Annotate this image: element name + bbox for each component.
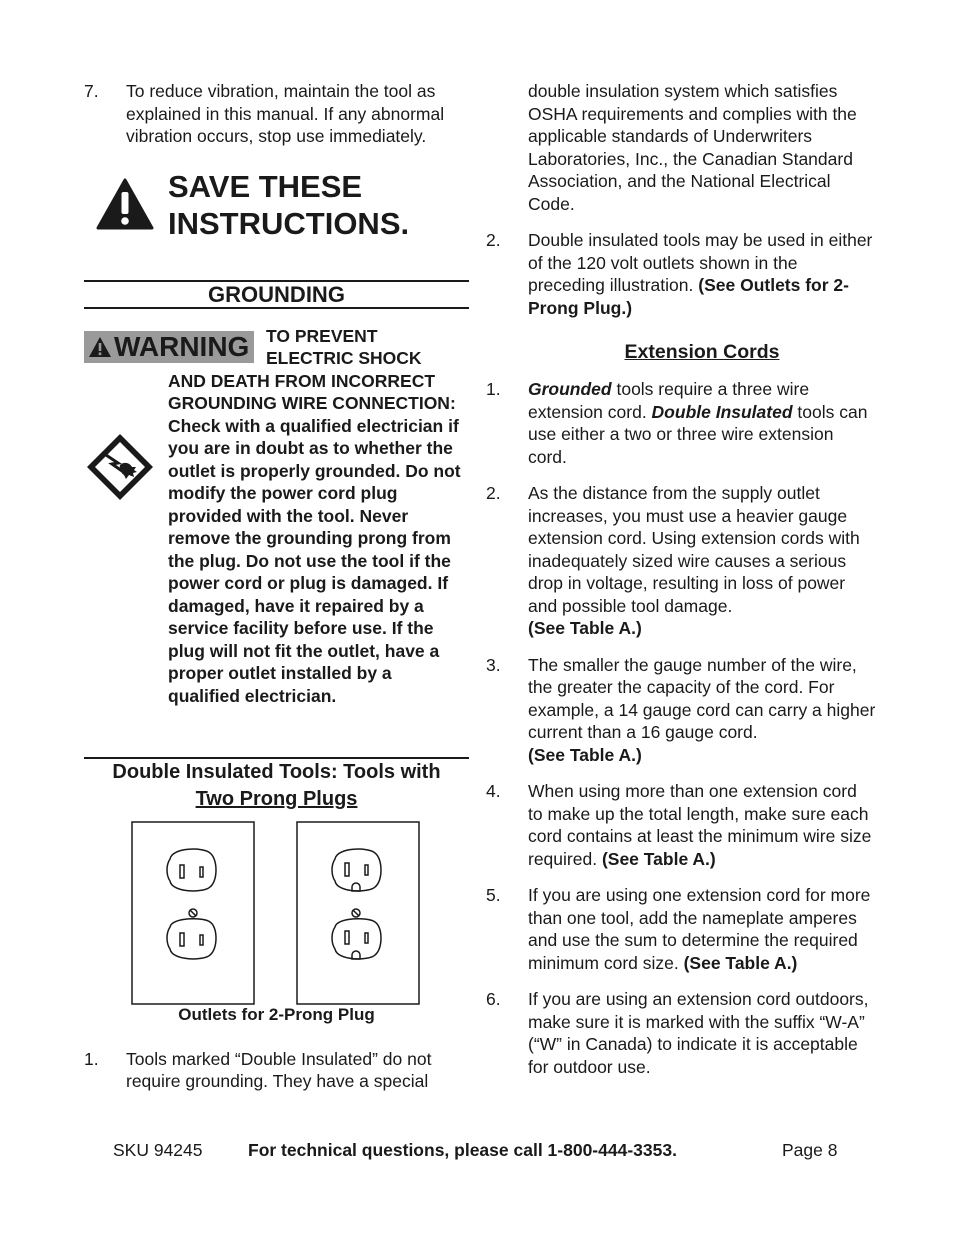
warning-triangle-icon <box>96 178 154 230</box>
list-text: To reduce vibration, maintain the tool as explained in this manual. If any abnormal vibration occurs, stop use immediately. <box>126 81 445 146</box>
outlets-caption: Outlets for 2-Prong Plug <box>178 1004 375 1024</box>
footer-tech-support: For technical questions, please call 1-800-444-3353. <box>248 1140 677 1160</box>
list-text: Tools marked “Double Insulated” do not require grounding. They have a special <box>126 1048 432 1091</box>
list-number: 1. <box>84 1048 99 1069</box>
ext-item-2: 2. As the distance from the supply outlet increases, you must use a heavier gauge extension cord. Using extension cords with inadequately sized wire causes a serious drop in voltage, resulting in loss of power and possible tool damage. (See Table A.) <box>486 483 860 638</box>
outlets-illustration <box>84 821 469 1026</box>
list-item-1 <box>84 1048 469 1093</box>
ext-item-1: 1. Grounded tools require a three wire extension cord. Double Insulated tools can use either a two or three wire extension cord. <box>486 379 868 467</box>
double-insulated-heading: Double Insulated Tools: Tools with Two Prong Plugs <box>84 757 469 813</box>
save-instructions-title: SAVE THESE INSTRUCTIONS. <box>168 168 410 241</box>
ext-item-5: 5. If you are using one extension cord for more than one tool, add the nameplate amperes and use the sum to determine the required minimum cord size. (See Table A.) <box>486 885 871 973</box>
warning-triangle-icon <box>88 336 112 358</box>
footer-page-number: Page 8 <box>782 1140 838 1160</box>
list-number: 7. <box>84 81 99 101</box>
warning-badge: WARNING <box>84 331 254 363</box>
grounding-heading: GROUNDING <box>84 280 469 309</box>
ext-item-4: 4. When using more than one extension cord to make up the total length, make sure each cord contains at least the minimum wire size required. (See Table A.) <box>486 781 872 869</box>
warning-heading: TO PREVENT ELECTRIC SHOCK <box>266 325 422 368</box>
footer-sku: SKU 94245 <box>113 1140 203 1160</box>
continued-text: double insulation system which satisfies OSHA requirements and complies with the applicable standards of Underwriters Laboratories, Inc., the Canadian Standard Association, and the National Electrical Code. <box>528 81 857 214</box>
ext-item-6: 6. If you are using an extension cord outdoors, make sure it is marked with the suffix “W-A” (“W” in Canada) to indicate it is acceptable for outdoor use. <box>486 989 869 1077</box>
warning-text: AND DEATH FROM INCORRECT GROUNDING WIRE CONNECTION: Check with a qualified electrician if you are in doubt as to whether the outlet is properly grounded. Do not modify the power cord plug provided with the tool. Never remove the grounding prong from the plug. Do not use the tool if the power cord or plug is damaged. If damaged, have it repaired by a service facility before use. If the plug will not fit the outlet, have a proper outlet installed by a qualified electrician. <box>168 370 461 706</box>
list-item-7 <box>84 80 469 148</box>
ext-item-3: 3. The smaller the gauge number of the wire, the greater the capacity of the cord. For example, a 14 gauge cord can carry a higher current than a 16 gauge cord. (See Table A.) <box>486 654 876 765</box>
two-prong-outlet-icon <box>84 821 469 1006</box>
right-column <box>486 80 876 1078</box>
left-column <box>84 80 469 1093</box>
electric-shock-icon <box>84 431 156 503</box>
list-item-2: 2. Double insulated tools may be used in either of the 120 volt outlets shown in the preceding illustration. (See Outlets for 2-Prong Plug.) <box>486 230 873 318</box>
save-instructions-block <box>84 168 469 252</box>
warning-section <box>84 325 469 751</box>
extension-cords-heading: Extension Cords <box>624 341 780 363</box>
